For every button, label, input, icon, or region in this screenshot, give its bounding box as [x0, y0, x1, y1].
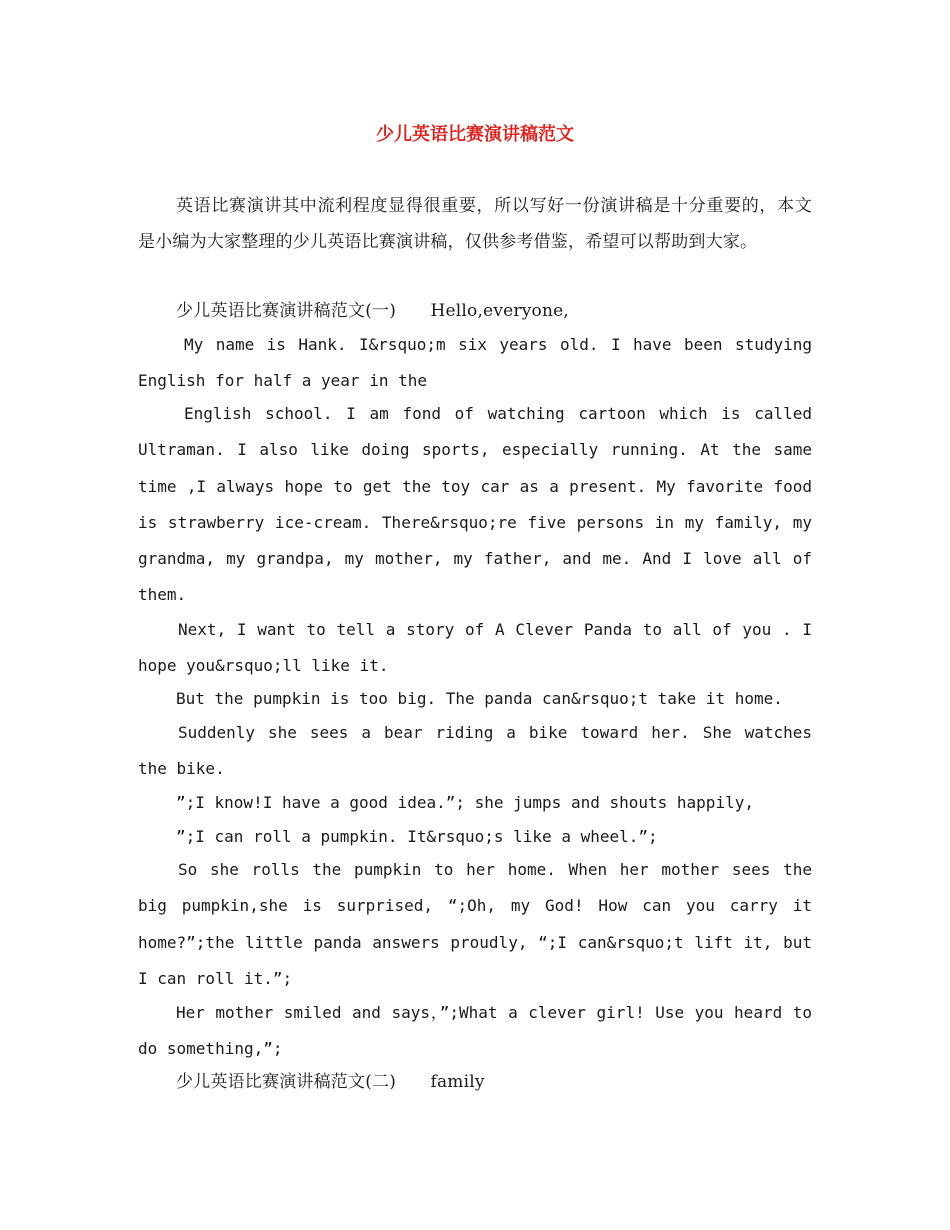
- speech-paragraph: But the pumpkin is too big. The panda can&rsquo;t take it home.: [176, 689, 783, 708]
- section-heading-1: 少儿英语比赛演讲稿范文(一) Hello,everyone,: [176, 301, 569, 321]
- speech-paragraph: My name is Hank. I&rsquo;m six years old. I have been studying English for half a year in the: [138, 335, 812, 391]
- speech-paragraph: Next, I want to tell a story of A Clever Panda to all of you . I hope you&rsquo;ll like it.: [138, 620, 812, 676]
- speech-paragraph: ”;I can roll a pumpkin. It&rsquo;s like a wheel.”;: [176, 827, 658, 846]
- document-title: 少儿英语比赛演讲稿范文: [376, 124, 574, 145]
- speech-paragraph: Her mother smiled and says，”;What a clever girl! Use you heard to do something,”;: [138, 1003, 812, 1059]
- section-heading-2: 少儿英语比赛演讲稿范文(二) family: [176, 1072, 485, 1092]
- speech-paragraph: So she rolls the pumpkin to her home. When her mother sees the big pumpkin,she is surprised, “;Oh, my God! How can you carry it home?”;the little panda answers proudly, “;I can&rsquo;t lift it, but I can roll it.”;: [138, 860, 812, 988]
- intro-paragraph: 英语比赛演讲其中流利程度显得很重要，所以写好一份演讲稿是十分重要的，本文是小编为大家整理的少儿英语比赛演讲稿，仅供参考借鉴，希望可以帮助到大家。: [138, 196, 812, 253]
- speech-paragraph: English school. I am fond of watching cartoon which is called Ultraman. I also like doing sports, especially running. At the same time ,I always hope to get the toy car as a present. My favorite food is strawberry ice-cream. There&rsquo;re five persons in my family, my grandma, my grandpa, my mother, my father, and me. And I love all of them.: [138, 404, 812, 605]
- speech-paragraph: Suddenly she sees a bear riding a bike toward her. She watches the bike.: [138, 723, 812, 779]
- speech-paragraph: ”;I know!I have a good idea.”; she jumps and shouts happily,: [176, 793, 754, 812]
